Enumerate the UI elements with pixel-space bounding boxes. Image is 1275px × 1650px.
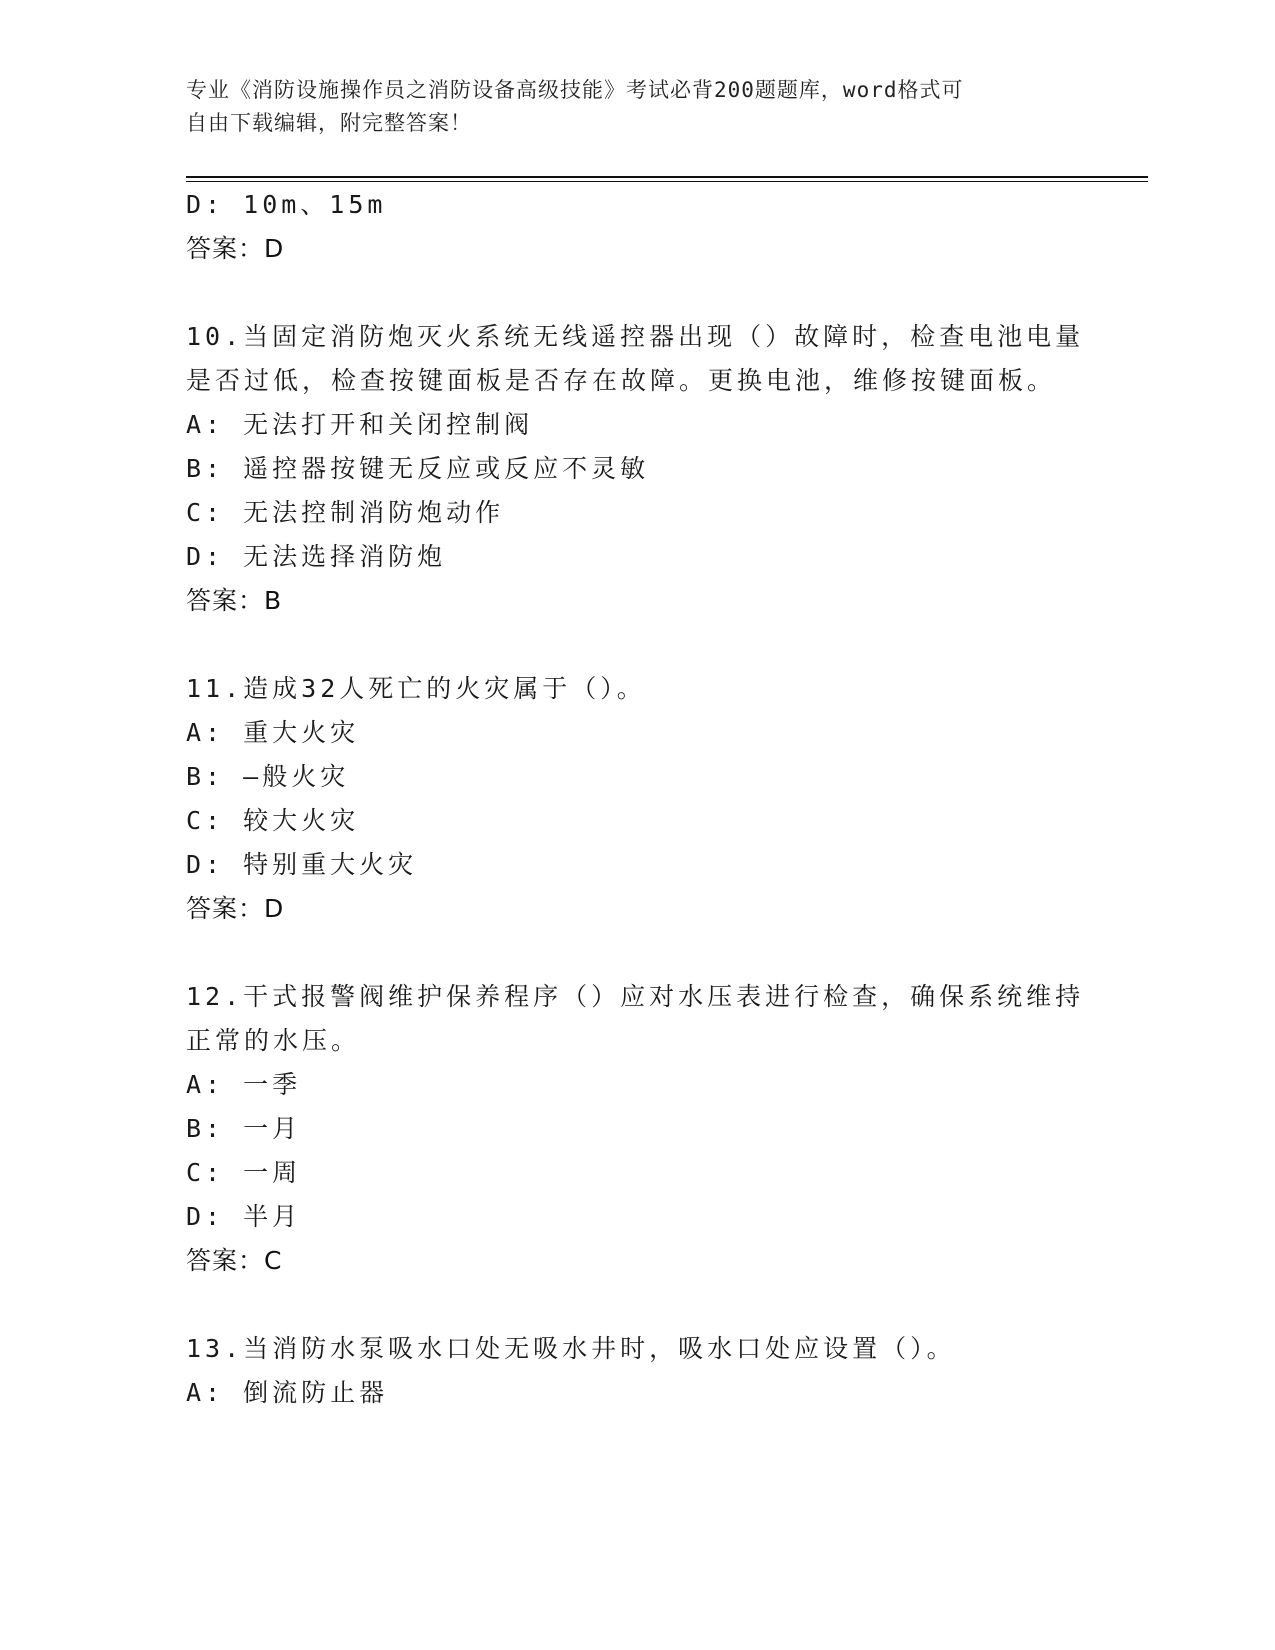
q13-option-a: A: 倒流防止器 <box>186 1378 389 1407</box>
header-line-2: 自由下载编辑，附完整答案！ <box>186 111 472 135</box>
q10-option-a: A: 无法打开和关闭控制阀 <box>186 410 534 439</box>
q11-option-c: C: 较大火灾 <box>186 806 360 835</box>
header-divider-thick <box>186 176 1148 178</box>
q10-option-c: C: 无法控制消防炮动作 <box>186 498 505 527</box>
q10-stem-line-2: 是否过低，检查按键面板是否存在故障。更换电池，维修按键面板。 <box>186 366 1057 395</box>
q11-answer: 答案：D <box>186 894 285 923</box>
q9-option-d: D: 10m、15m <box>186 190 387 219</box>
q12-option-c: C: 一周 <box>186 1158 302 1187</box>
q13-stem-line-1: 13.当消防水泵吸水口处无吸水井时，吸水口处应设置（）。 <box>186 1334 956 1363</box>
q11-option-d: D: 特别重大火灾 <box>186 850 418 879</box>
q12-stem-line-2: 正常的水压。 <box>186 1026 361 1055</box>
header-divider-thin <box>186 181 1148 182</box>
header-line-1: 专业《消防设施操作员之消防设备高级技能》考试必背200题题库，word格式可 <box>186 78 964 102</box>
q12-option-d: D: 半月 <box>186 1202 302 1231</box>
q11-option-a: A: 重大火灾 <box>186 718 360 747</box>
q12-option-a: A: 一季 <box>186 1070 302 1099</box>
q11-stem-line-1: 11.造成32人死亡的火灾属于（）。 <box>186 674 646 703</box>
q10-answer: 答案：B <box>186 586 283 615</box>
q9-answer: 答案：D <box>186 234 285 263</box>
q10-option-d: D: 无法选择消防炮 <box>186 542 447 571</box>
q12-option-b: B: 一月 <box>186 1114 302 1143</box>
document-header <box>186 74 1066 140</box>
q10-stem-line-1: 10.当固定消防炮灭火系统无线遥控器出现（）故障时，检查电池电量 <box>186 322 1085 351</box>
q12-stem-line-1: 12.干式报警阀维护保养程序（）应对水压表进行检查，确保系统维持 <box>186 982 1085 1011</box>
q12-answer: 答案：C <box>186 1246 283 1275</box>
q11-option-b: B: —般火灾 <box>186 762 350 791</box>
q10-option-b: B: 遥控器按键无反应或反应不灵敏 <box>186 454 650 483</box>
